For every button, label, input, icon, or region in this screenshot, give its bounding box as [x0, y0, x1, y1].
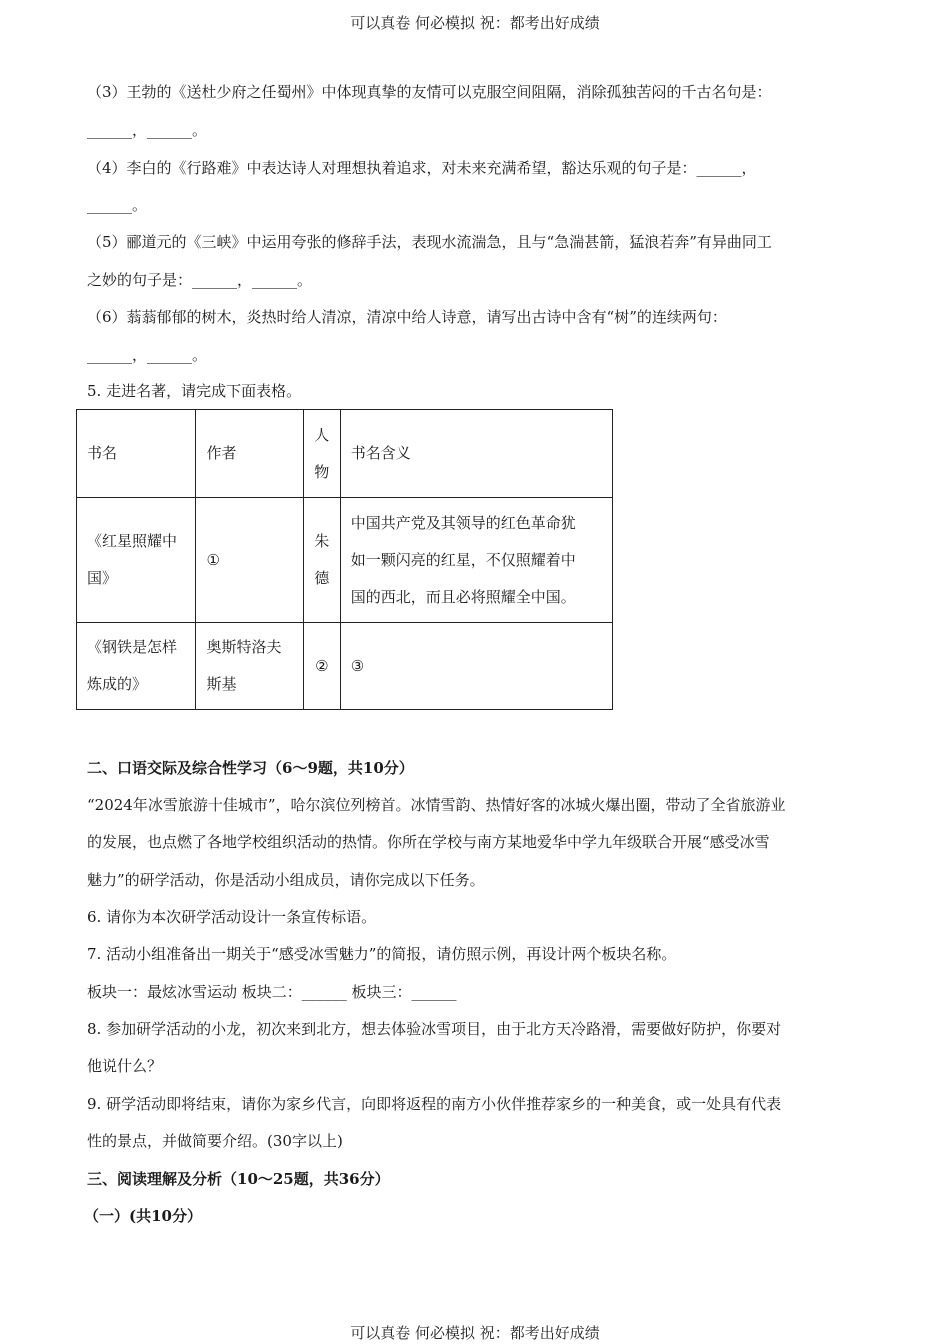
table-row	[77, 623, 613, 710]
cell-title-meaning: 中国共产党及其领导的红色革命犹 如一颗闪亮的红星，不仅照耀着中 国的西北，而且必将照耀全中国。	[340, 498, 612, 623]
page-footer: 可以真卷 何必模拟 祝：都考出好成绩	[350, 1324, 600, 1342]
section-2-heading: 二、口语交际及综合性学习（6～9题，共10分）	[87, 759, 414, 777]
question-8-line-2: 他说什么？	[87, 1057, 163, 1075]
cell-character-blank: ②	[303, 623, 340, 710]
section-3-heading: 三、阅读理解及分析（10～25题，共36分）	[87, 1170, 390, 1188]
question-7-sections: 板块一：最炫冰雪运动 板块二：______ 板块三：______	[87, 983, 457, 1001]
classics-table	[76, 409, 613, 710]
question-6: 6. 请你为本次研学活动设计一条宣传标语。	[87, 908, 377, 926]
question-5-line-2: 之妙的句子是：______，______。	[87, 271, 313, 289]
question-4-line-1: （4）李白的《行路难》中表达诗人对理想执着追求，对未来充满希望，豁达乐观的句子是：______，	[87, 159, 757, 177]
cell-title-meaning-blank: ③	[340, 623, 612, 710]
question-3-blanks: ______，______。	[87, 121, 208, 139]
question-5-line-1: （5）郦道元的《三峡》中运用夸张的修辞手法，表现水流湍急，且与“急湍甚箭，猛浪若奔”有异曲同工	[87, 233, 772, 251]
question-7: 7. 活动小组准备出一期关于“感受冰雪魅力”的简报，请仿照示例，再设计两个板块名称。	[87, 945, 677, 963]
header-title-meaning: 书名含义	[340, 410, 612, 498]
page-header: 可以真卷 何必模拟 祝：都考出好成绩	[350, 14, 600, 32]
cell-book-name: 《钢铁是怎样 炼成的》	[77, 623, 196, 710]
header-book-name: 书名	[77, 410, 196, 498]
cell-character: 朱 德	[303, 498, 340, 623]
subsection-1-heading: （一）(共10分）	[84, 1207, 202, 1225]
question-8-line-1: 8. 参加研学活动的小龙，初次来到北方，想去体验冰雪项目，由于北方天冷路滑，需要做好防护，你要对	[87, 1020, 782, 1038]
header-author: 作者	[196, 410, 303, 498]
question-6-line-1: （6）蓊蓊郁郁的树木，炎热时给人清凉，清凉中给人诗意，请写出古诗中含有“树”的连续两句：	[87, 308, 727, 326]
cell-author-blank: ①	[196, 498, 303, 623]
table-header-row	[77, 410, 613, 498]
passage-line-2: 的发展，也点燃了各地学校组织活动的热情。你所在学校与南方某地爱华中学九年级联合开展“感受冰雪	[87, 833, 770, 851]
table-row	[77, 498, 613, 623]
question-3-line-1: （3）王勃的《送杜少府之任蜀州》中体现真挚的友情可以克服空间阻隔，消除孤独苦闷的千古名句是：	[87, 83, 772, 101]
cell-book-name: 《红星照耀中 国》	[77, 498, 196, 623]
question-6-blanks: ______，______。	[87, 346, 208, 364]
question-9-line-2: 性的景点，并做简要介绍。(30字以上)	[87, 1132, 343, 1150]
question-5-title: 5. 走进名著，请完成下面表格。	[87, 382, 302, 400]
passage-line-1: “2024年冰雪旅游十佳城市”，哈尔滨位列榜首。冰情雪韵、热情好客的冰城火爆出圈，带动了全省旅游业	[87, 796, 786, 814]
passage-line-3: 魅力”的研学活动，你是活动小组成员，请你完成以下任务。	[87, 871, 485, 889]
header-character: 人 物	[303, 410, 340, 498]
question-4-blanks: ______。	[87, 196, 148, 214]
cell-author: 奥斯特洛夫 斯基	[196, 623, 303, 710]
question-9-line-1: 9. 研学活动即将结束，请你为家乡代言，向即将返程的南方小伙伴推荐家乡的一种美食，或一处具有代表	[87, 1095, 782, 1113]
